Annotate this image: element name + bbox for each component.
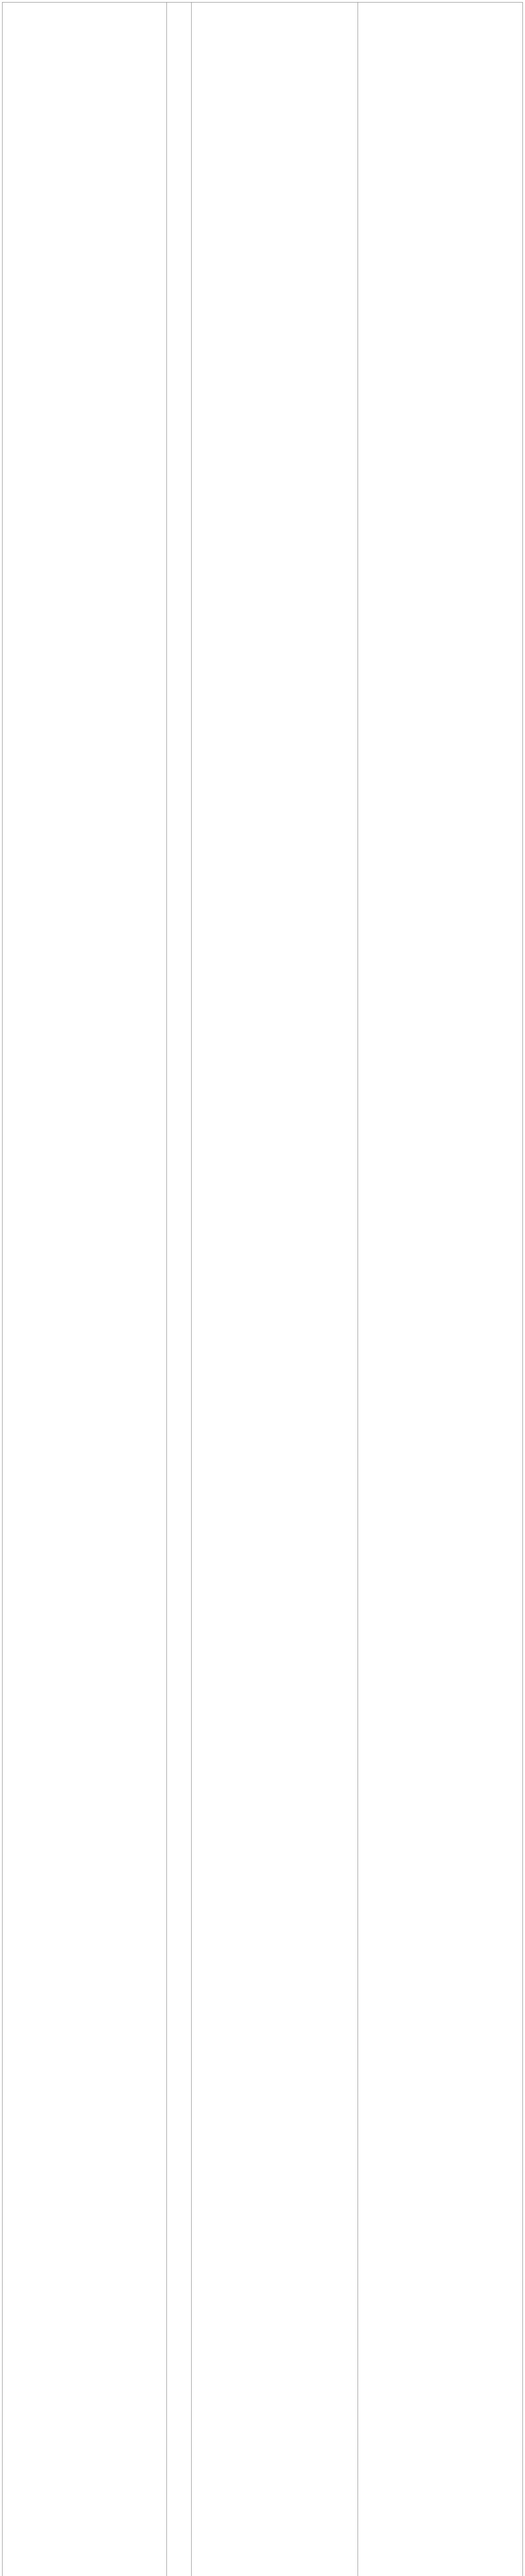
column-a: [3, 3, 167, 2576]
column-d: [358, 3, 523, 2576]
column-time: [166, 3, 192, 2576]
column-c: [191, 3, 358, 2576]
document-table: [2, 2, 523, 2576]
